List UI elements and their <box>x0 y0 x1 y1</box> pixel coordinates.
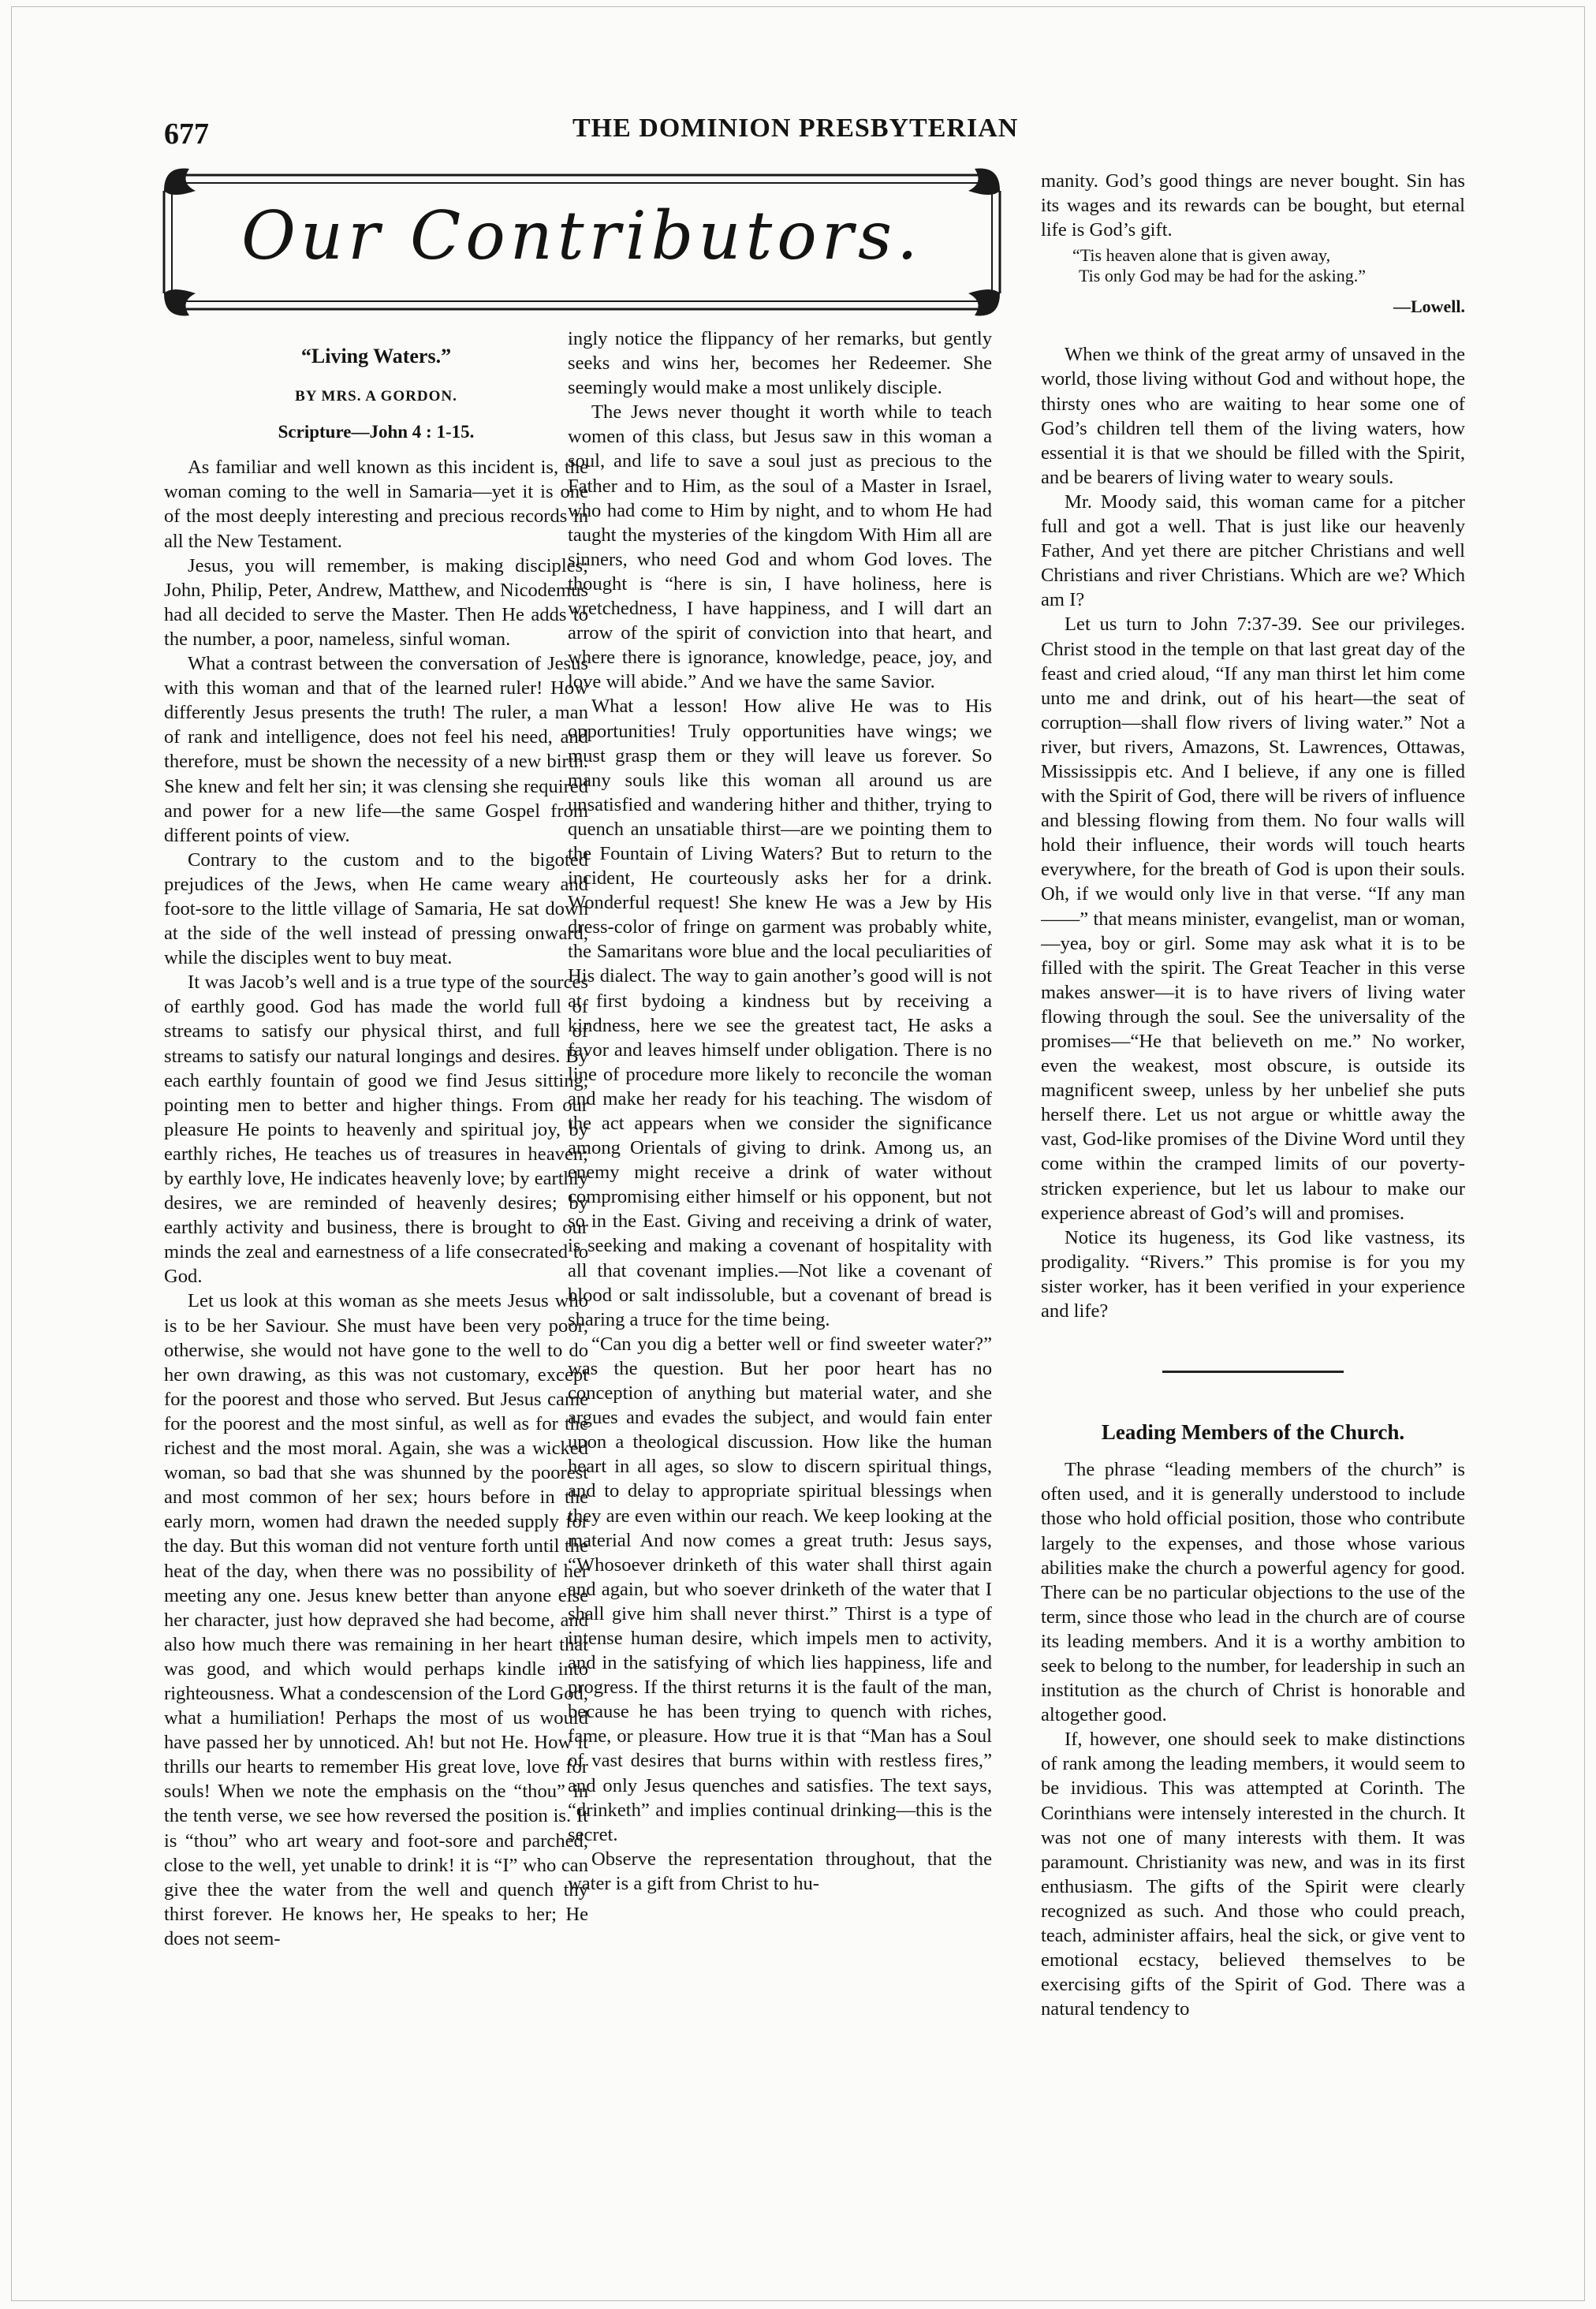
paragraph: It was Jacob’s well and is a true type of the sources of earthly good. God has made the world full of streams to satisfy our physical thirst, and full of streams to satisfy our natural longings and desires. By each earthly fountain of good we find Jesus sitting, pointing men to better and higher things. From our pleasure He points to heavenly and spiritual joy, by earthly riches, He teaches us of treasures in heaven; by earthly love, He indicates heavenly love; by earthly desires, we are reminded of heavenly desires; by earthly activity and business, there is brought to our minds the zeal and earnestness of a life consecrated to God. <box>164 972 588 1288</box>
poem-attribution: —Lowell. <box>1393 297 1465 317</box>
banner-title: Our Contributors. <box>241 197 923 274</box>
poem-line: “Tis heaven alone that is given away, <box>1072 245 1331 266</box>
paragraph: The phrase “leading members of the church” is often used, and it is generally understood to include those who hold official position, those who contribute largely to the expenses, and those whose various abilities make the church a powerful agency for good. There can be no particular objections to the use of the term, since those who lead in the church are of course its leading members. And it is a worthy ambition to seek to belong to the number, for leadership in such an institution as the church of Christ is honorable and altogether good. <box>1041 1459 1465 1726</box>
column-1 <box>164 334 588 2274</box>
paragraph: Jesus, you will remember, is making disciples; John, Philip, Peter, Andrew, Matthew, and Nicodemus had all decided to serve the Master. Then He adds to the number, a poor, nameless, sinful woman. <box>164 554 588 650</box>
poem-quote <box>1072 245 1465 286</box>
paragraph: Notice its hugeness, its God like vastness, its prodigality. “Rivers.” This promise is for you my sister worker, has it been verified in your experience and life? <box>1041 1226 1465 1322</box>
byline: BY MRS. A GORDON. <box>295 388 457 405</box>
paragraph: manity. God’s good things are never bought. Sin has its wages and its rewards can be bought, but eternal life is God’s gift. <box>1041 170 1465 241</box>
paragraph: If, however, one should seek to make distinctions of rank among the leading members, it would seem to be invidious. This was attempted at Corinth. The Corinthians were intensely interested in the church. It was not one of many interests with them. It was paramount. Christianity was new, and was in its first enthusiasm. The gifts of the Spirit were clearly recognized as such. And those who could preach, teach, administer affairs, heal the sick, or give vent to emotional ecstacy, believed themselves to be exercising gifts of the Spirit of God. There was a natural tendency to <box>1041 1729 1465 2020</box>
paragraph: Mr. Moody said, this woman came for a pitcher full and got a well. That is just like our heavenly Father, And yet there are pitcher Christians and well Christians and river Christians. Which are we? Which am I? <box>1041 491 1465 611</box>
section-divider <box>1162 1371 1344 1373</box>
article-title: “Living Waters.” <box>300 345 452 367</box>
paragraph: Observe the representation throughout, that the water is a gift from Christ to hu- <box>568 1848 992 1894</box>
paragraph: The Jews never thought it worth while to teach women of this class, but Jesus saw in this woman a soul, and life to save a soul just as precious to the Father and to Him, as the soul of a Master in Israel, who had come to Him by night, and to whom He had taught the mysteries of the kingdom With Him all are sinners, who need God and whom God loves. The thought is “here is sin, I have holiness, here is wretchedness, I have happiness, and I will dart an arrow of the spirit of conviction into that heart, and where there is ignorance, knowledge, peace, joy, and love will abide.” And we have the same Savior. <box>568 401 992 693</box>
section-banner <box>148 159 1016 325</box>
paragraph: What a lesson! How alive He was to His opportunities! Truly opportunities have wings; we must grasp them or they will leave us forever. So many souls like this woman all around us are unsatisfied and wandering hither and thither, trying to quench an unsatiable thirst—are we pointing them to the Fountain of Living Waters? But to return to the incident, He courteously asks her for a drink. Wonderful request! She knew He was a Jew by His dress-color of fringe on garment was probably white, the Samaritans wore blue and the local peculiarities of His dialect. The way to gain another’s good will is not at first bydoing a kindness but by receiving a kindness, here we see the greatest tact, He asks a favor and leaves himself under obligation. There is no line of procedure more likely to reconcile the woman and make her ready for his teaching. The wisdom of the act appears when we consider the significance among Orientals of giving to drink. Among us, an enemy might receive a drink of water without compromising either himself or his opponent, but not so in the East. Giving and receiving a drink of water, is seeking and making a covenant of hospitality with all that covenant implies.—Not like a covenant of blood or salt indissoluble, but a covenant of bread is sharing a truce for the time being. <box>568 696 992 1330</box>
paragraph: ingly notice the flippancy of her remarks, but gently seeks and wins her, becomes her Redeemer. She seemingly would make a most unlikely disciple. <box>568 328 992 399</box>
paragraph: What a contrast between the conversation of Jesus with this woman and that of the learned ruler! How differently Jesus presents the truth! The ruler, a man of rank and intelligence, does not feel his need, and therefore, must be shown the necessity of a new birth. She knew and felt her sin; it was clensing she required and power for a new life—the same Gospel from different points of view. <box>164 653 588 846</box>
column-2 <box>568 326 992 2266</box>
paragraph: As familiar and well known as this incident is, the woman coming to the well in Samaria—yet it is one of the most deeply interesting and precious records in all the New Testament. <box>164 457 588 552</box>
paragraph: “Can you dig a better well or find sweeter water?” was the question. But her poor heart has no conception of anything but material water, and she argues and evades the subject, and would fain enter upon a theological discussion. How like the human heart in all ages, so slow to discern spiritual things, and to delay to appropriate spiritual blessings when they are even within our reach. We keep looking at the material And now comes a great truth: Jesus says, “Whosoever drinketh of this water shall thirst again and again, but who soever drinketh of the water that I shall give him shall never thirst.” Thirst is a type of intense human desire, which impels men to activity, and in the satisfying of which lies happiness, life and progress. If the thirst returns it is the fault of the man, because he has been trying to quench with riches, fame, or pleasure. How true it is that “Man has a Soul of vast desires that burns within with restless fires,” and only Jesus quenches and satisfies. The text says, “drinketh” and implies continual drinking—this is the secret. <box>568 1333 992 1845</box>
poem-line: Tis only God may be had for the asking.” <box>1079 266 1366 286</box>
paragraph: Let us turn to John 7:37-39. See our privileges. Christ stood in the temple on that last great day of the feast and cried aloud, “If any man thirst let him come unto me and drink, out of his heart—the seat of corruption—shall flow rivers of living water.” Not a river, but rivers, Amazons, St. Lawrences, Ottawas, Mississippis etc. And I believe, if any one is filled with the Spirit of God, there will be rivers of influence and blessing flowing from them. No four walls will hold their influence, their words will touch hearts everywhere, for the breath of God is upon their souls. Oh, if we would only live in that verse. “If any man——” that means minister, evangelist, man or woman,—yea, boy or girl. Some may ask what it is to be filled with the spirit. The Great Teacher in this verse makes answer—it is to have rivers of living water flowing through the soul. See the universality of the promises—“He that believeth on me.” No worker, even the weakest, most obscure, is outside its magnificent sweep, unless by her unbelief she puts herself there. Let us not argue or whittle away the vast, God-like promises of the Divine Word until they come within the cramped limits of our poverty-stricken experience, but let us labour to make our experience abreast of God’s will and promises. <box>1041 614 1465 1224</box>
paragraph: Let us look at this woman as she meets Jesus who is to be her Saviour. She must have been very poor, otherwise, she would not have gone to the well to do her own drawing, as this was not customary, except for the poorest and those who served. But Jesus came for the poorest and the most sinful, as well as for the richest and the most moral. Again, she was a wicked woman, so bad that she was shunned by the poorest and most common of her sex; hours before in the early morn, women had drawn the needed supply for the day. But this woman did not venture forth until the heat of the day, when there was no possibility of her meeting any one. Jesus knew better than anyone else her character, just how depraved she had become, and also how much there was remaining in her heart that was good, and which would perhaps kindle into righteousness. What a condescension of the Lord God, what a humiliation! Perhaps the most of us would have passed her by unnoticed. Ah! but not He. How it thrills our hearts to remember His great love, love for souls! When we note the emphasis on the “thou” in the tenth verse, we see how reversed the position is. It is “thou” who art weary and foot-sore and parched, close to the well, yet unable to drink! it is “I” who can give thee the water from the well and quench thy thirst forever. He knows her, He speaks to her; He does not seem- <box>164 1290 588 1949</box>
second-article-title: Leading Members of the Church. <box>1101 1420 1405 1445</box>
running-head: THE DOMINION PRESBYTERIAN <box>572 114 1019 143</box>
scripture-reference: Scripture—John 4 : 1-15. <box>278 422 475 442</box>
column-3 <box>1041 169 1465 2282</box>
page-number: 677 <box>164 118 209 151</box>
paragraph: When we think of the great army of unsaved in the world, those living without God and without hope, the thirsty ones who are waiting to hear some one of God’s children tell them of the living waters, how essential it is that we should be filled with the Spirit, and be bearers of living water to weary souls. <box>1041 344 1465 488</box>
paragraph: Contrary to the custom and to the bigoted prejudices of the Jews, when He came weary and foot-sore to the little village of Samaria, He sat down at the side of the well instead of pressing onward, while the disciples went to buy meat. <box>164 849 588 969</box>
